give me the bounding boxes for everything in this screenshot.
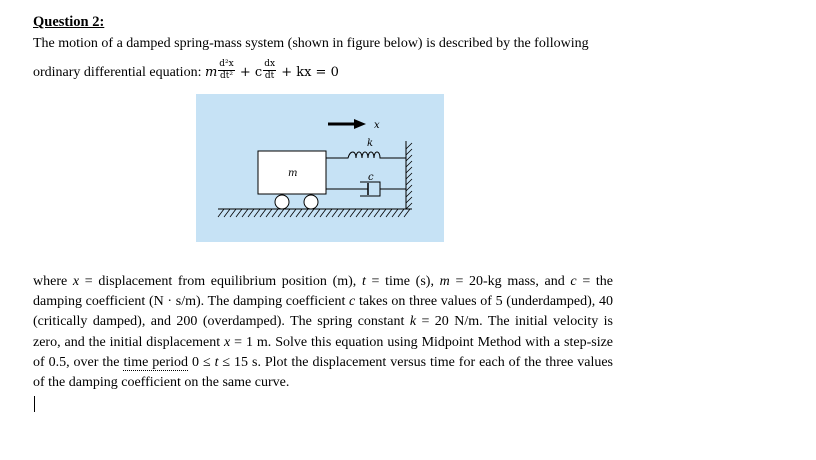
frac-den-dt2: dt² [220,71,234,81]
text-cursor[interactable] [34,396,35,412]
var-c: c [570,274,577,289]
spring-coil [326,152,406,158]
ode-equation [204,59,339,81]
frac-num-dx: dx [264,59,276,69]
body-text: takes on three values of 5 (underdamped), 40 (critically damped), and 200 (overdamped). The spring constant [33,294,613,330]
body-text: = the damping coefficient (N · s/m). The damping coefficient [33,274,613,310]
body-text: = 1 m. Solve this equation using Midpoint Method with a step-size of 0.5, over the [33,334,614,370]
body-text: = 20-kg mass, and [449,274,571,289]
spellcheck-underlined-text: time period [123,354,189,370]
frac-num-d2x: d²x [219,59,234,69]
label-x: x [374,120,380,131]
body-text: = 20 N/m. The initial velocity is zero, and the initial displacement [33,314,613,350]
question-heading: Question 2: [33,14,105,30]
label-k: k [367,138,374,149]
eq-plus-c: + c [239,65,263,80]
left-wheel [275,195,289,209]
body-text: where [33,274,73,289]
spring-mass-diagram [196,94,444,242]
spring-mass-figure [196,94,444,242]
eq-mass: m [204,65,218,80]
intro-line-1: The motion of a damped spring-mass system (shown in figure below) is described by the following [33,36,589,51]
body-text: ≤ 15 s. Plot the displacement versus time for each of the three values of the damping coefficient on the same curve. [33,354,614,391]
label-m: m [288,168,298,179]
intro-line-2-text: ordinary differential equation: [33,65,202,80]
var-x: x [224,334,231,350]
body-text: = time (s), [365,274,440,289]
frac-first-derivative [263,60,276,81]
frac-second-derivative [218,60,234,81]
var-k: k [409,314,417,330]
var-t: t [214,354,219,370]
eq-rest: + kx = 0 [281,65,339,80]
intro-line-2 [33,59,339,83]
var-x: x [72,274,80,289]
var-m: m [439,274,450,289]
body-text: = displacement from equilibrium position (m), [79,274,362,289]
label-c: c [368,172,374,183]
wall-hatching [406,143,412,209]
problem-paragraph [33,272,613,393]
var-c: c [349,294,356,310]
problem-body [33,272,613,393]
body-text: 0 ≤ [188,354,215,370]
var-t: t [361,274,366,289]
right-wheel [304,195,318,209]
frac-den-dt: dt [264,71,275,81]
ground-hatching [218,209,410,217]
displacement-arrowhead [354,119,366,129]
